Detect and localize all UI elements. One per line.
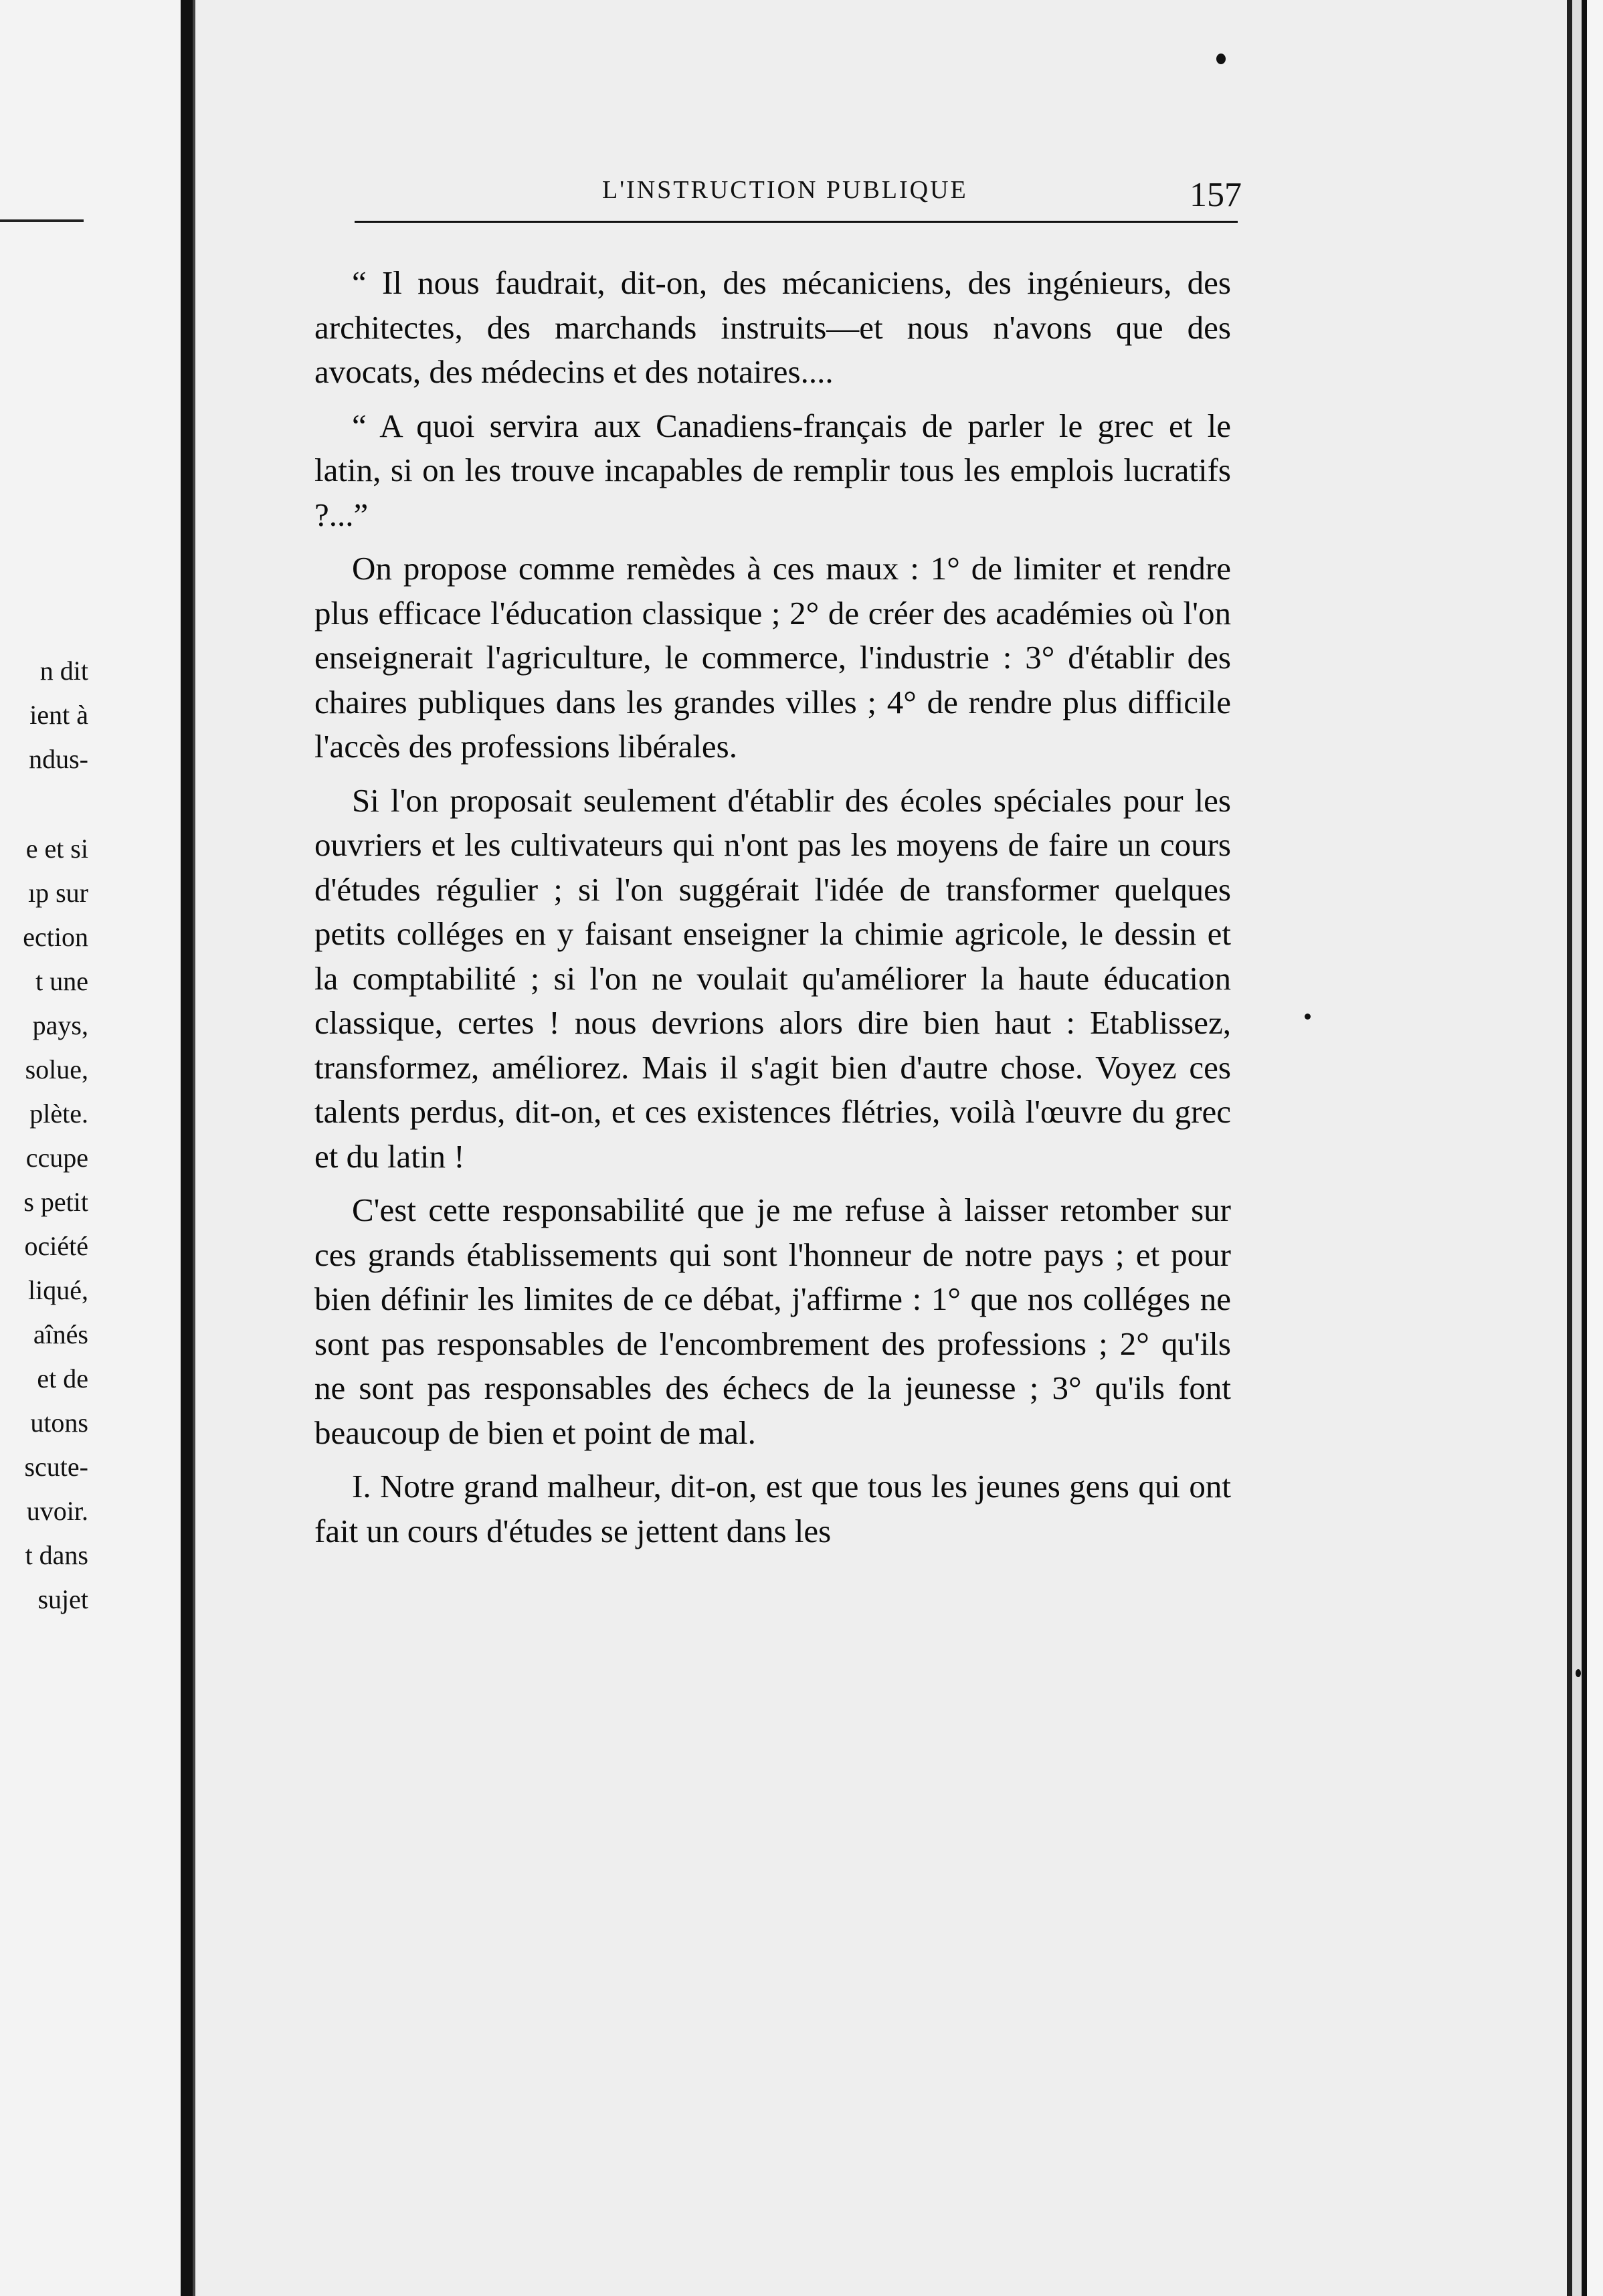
- left-page-rule: [0, 219, 84, 222]
- left-fragment-line: ndus-: [29, 744, 88, 774]
- left-fragment-line: s petit: [23, 1187, 88, 1217]
- paragraph: On propose comme remèdes à ces maux : 1° de limiter et rendre plus efficace l'éducation classique ; 2° de créer des académies où l'on enseignerait l'agriculture, le commerce, l'industrie : 3° d'établir des chaires publiques dans les grandes villes ; 4° de rendre plus difficile l'accès des professions libérales.: [314, 550, 1231, 765]
- left-fragment-line: e et si: [25, 834, 88, 864]
- left-fragment-line: ociété: [24, 1231, 88, 1261]
- left-fragment-line: et de: [37, 1363, 88, 1394]
- left-fragment-line: ient à: [29, 700, 88, 730]
- book-binding-shadow: [181, 0, 193, 2296]
- running-header: L'INSTRUCTION PUBLIQUE: [602, 176, 968, 204]
- ink-speck: [1576, 1669, 1581, 1677]
- paragraph: C'est cette responsabilité que je me refuse à laisser retomber sur ces grands établissements qui sont l'honneur de notre pays ; et pour bien définir les limites de ce débat, j'affirme : 1° que nos colléges ne sont pas responsables de l'encombrement des professions ; 2° qu'ils ne sont pas responsables des échecs de la jeunesse ; 3° qu'ils font beaucoup de bien et point de mal.: [314, 1191, 1231, 1451]
- ink-speck: [1305, 1014, 1311, 1020]
- left-fragment-line: aînés: [33, 1319, 88, 1349]
- left-fragment-line: scute-: [24, 1452, 88, 1482]
- ink-speck: [1216, 54, 1226, 64]
- paragraph: Si l'on proposait seulement d'établir des écoles spéciales pour les ouvriers et les cultivateurs qui n'ont pas les moyens de faire un cours d'études régulier ; si l'on suggérait l'idée de transformer quelques petits colléges en y faisant enseigner la chimie agricole, le dessin et la comptabilité ; si l'on ne voulait qu'améliorer la haute éducation classique, certes ! nous devrions alors dire bien haut : Etablissez, transformez, améliorez. Mais il s'agit bien d'autre chose. Voyez ces talents perdus, dit-on, et ces existences flétries, voilà l'œuvre du grec et du latin !: [314, 781, 1231, 1175]
- paragraph: “ A quoi servira aux Canadiens-français de parler le grec et le latin, si on les trouve incapables de remplir tous les emplois lucratifs ?...”: [314, 407, 1231, 533]
- header-rule: [355, 221, 1238, 223]
- left-fragment-line: utons: [30, 1408, 88, 1438]
- left-fragment-line: ccupe: [25, 1143, 88, 1173]
- left-fragment-line: plète.: [29, 1098, 88, 1129]
- left-fragment-line: n dit: [39, 656, 88, 686]
- left-fragment-line: ıp sur: [28, 878, 88, 908]
- left-fragment-line: liqué,: [28, 1275, 88, 1305]
- page-number: 157: [1190, 176, 1242, 214]
- left-fragment-line: pays,: [32, 1010, 88, 1040]
- page-body: [314, 261, 1231, 1563]
- left-page-fragment: [0, 0, 181, 2296]
- page-edge-strip: [1567, 0, 1603, 2296]
- left-fragment-line: t une: [35, 966, 88, 996]
- left-fragment-line: uvoir.: [26, 1496, 88, 1526]
- paragraph: “ Il nous faudrait, dit-on, des mécaniciens, des ingénieurs, des architectes, des marchands instruits—et nous n'avons que des avocats, des médecins et des notaires....: [314, 264, 1231, 390]
- left-fragment-line: solue,: [25, 1054, 88, 1084]
- left-fragment-line: sujet: [37, 1584, 88, 1614]
- paragraph: I. Notre grand malheur, dit-on, est que tous les jeunes gens qui ont fait un cours d'études se jettent dans les: [314, 1468, 1231, 1549]
- left-fragment-line: t dans: [25, 1540, 88, 1570]
- left-page-text-fragments: [23, 649, 88, 1622]
- left-fragment-line: ection: [23, 922, 88, 952]
